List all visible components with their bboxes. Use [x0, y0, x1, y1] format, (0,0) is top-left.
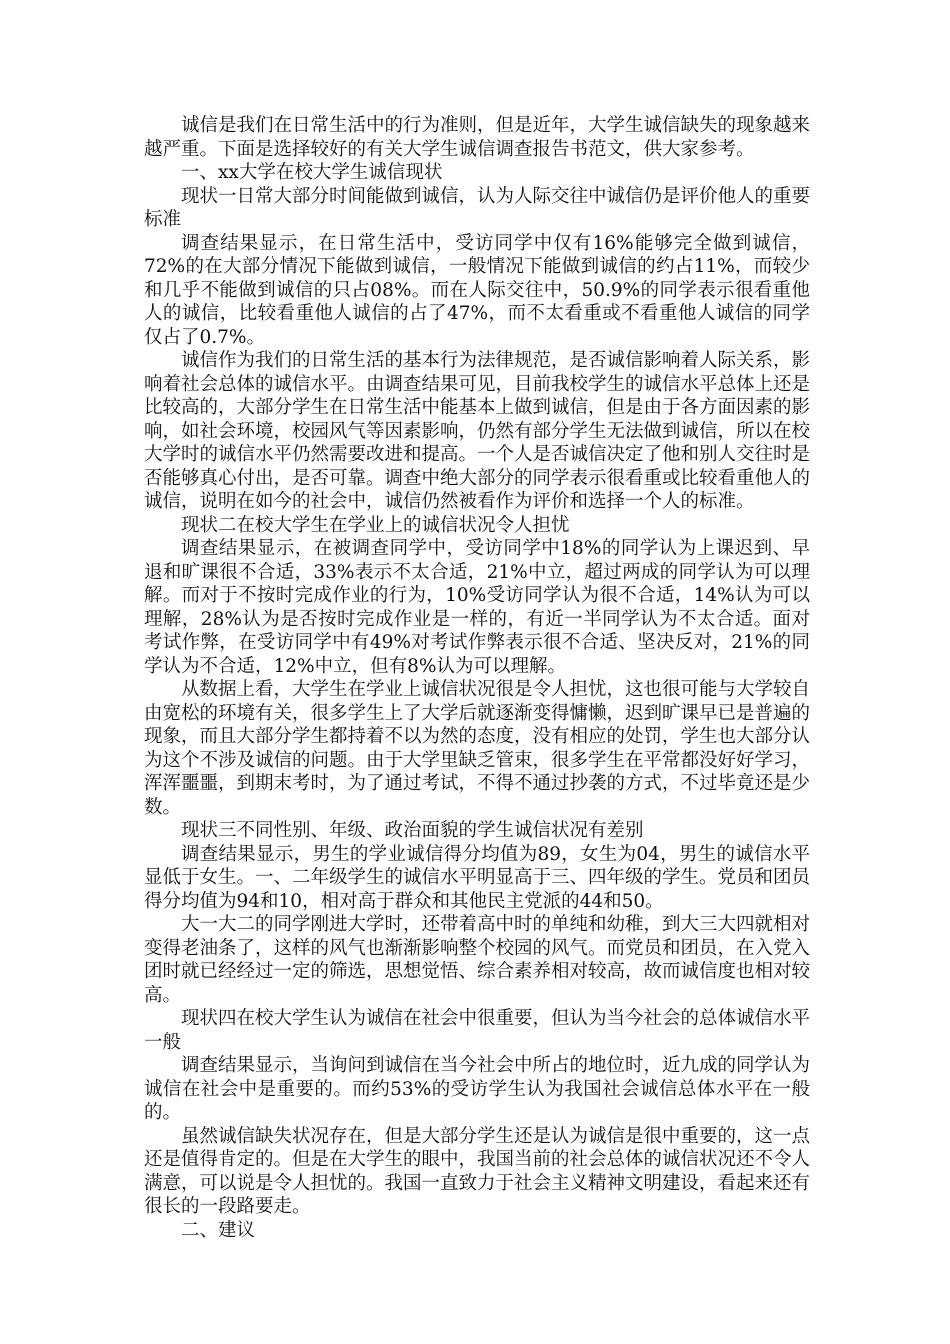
status-heading-3: 现状三不同性别、年级、政治面貌的学生诚信状况有差别 [181, 820, 644, 841]
section-heading-2: 二、建议 [181, 1219, 256, 1241]
body-paragraph: 诚信作为我们的日常生活的基本行为法律规范，是否诚信影响着人际关系，影响着社会总体的诚信水平。由调查结果可见，目前我校学生的诚信水平总体上还是比较高的，大部分学生在日常生活中能基本上做到诚信，但是由于各方面因素的影响，如社会环境，校园风气等因素影响，仍然有部分学生无法做到诚信，所以在校大学时的诚信水平仍然需要改进和提高。一个人是否诚信决定了他和别人交往时是否能够真心付出，是否可靠。调查中绝大部分的同学表示很看重或比较看重他人的诚信，说明在如今的社会中，诚信仍然被看作为评价和选择一个人的标准。 [144, 350, 811, 512]
body-paragraph: 调查结果显示，当询问到诚信在当今社会中所占的地位时，近九成的同学认为诚信在社会中是重要的。而约53%的受访学生认为我国社会诚信总体水平在一般的。 [144, 1055, 811, 1123]
intro-paragraph: 诚信是我们在日常生活中的行为准则，但是近年，大学生诚信缺失的现象越来越严重。下面是选择较好的有关大学生诚信调查报告书范文，供大家参考。 [144, 115, 811, 160]
body-paragraph: 大一大二的同学刚进大学时，还带着高中时的单纯和幼稚，到大三大四就相对变得老油条了，这样的风气也渐渐影响整个校园的风气。而党员和团员，在入党入团时就已经经过一定的筛选，思想觉悟、综合素养相对较高，故而诚信度也相对较高。 [144, 914, 811, 1006]
body-paragraph: 调查结果显示，男生的学业诚信得分均值为89，女生为04，男生的诚信水平显低于女生。一、二年级学生的诚信水平明显高于三、四年级的学生。党员和团员得分均值为94和10，相对高于群众和其他民主党派的44和50。 [144, 843, 811, 912]
body-paragraph: 虽然诚信缺失状况存在，但是大部分学生还是认为诚信是很中重要的，这一点还是值得肯定的。但是在大学生的眼中，我国当前的社会总体的诚信状况还不令人满意，可以说是令人担忧的。我国一直致力于社会主义精神文明建设，看起来还有很长的一段路要走。 [144, 1125, 811, 1217]
section-heading-1: 一、xx大学在校大学生诚信现状 [181, 162, 443, 183]
body-paragraph: 调查结果显示，在日常生活中，受访同学中仅有16%能够完全做到诚信，72%的在大部分情况下能做到诚信，一般情况下能做到诚信的约占11%，而较少和几乎不能做到诚信的只占08%。而在人际交往中，50.9%的同学表示很看重他人的诚信，比较看重他人诚信的占了47%，而不太看重或不看重他人诚信的同学仅占了0.7%。 [144, 232, 810, 348]
body-paragraph: 调查结果显示，在被调查同学中，受访同学中18%的同学认为上课迟到、早退和旷课很不合适，33%表示不太合适，21%中立，超过两成的同学认为可以理解。而对于不按时完成作业的行为，10%受访同学认为很不合适，14%认为可以理解，28%认为是否按时完成作业是一样的，有近一半同学认为不太合适。面对考试作弊，在受访同学中有49%对考试作弊表示很不合适、坚决反对，21%的同学认为不合适，12%中立，但有8%认为可以理解。 [144, 538, 810, 677]
status-heading-2: 现状二在校大学生在学业上的诚信状况令人担忧 [181, 514, 570, 536]
status-heading-1: 现状一日常大部分时间能做到诚信，认为人际交往中诚信仍是评价他人的重要标准 [144, 185, 811, 230]
status-heading-4: 现状四在校大学生认为诚信在社会中很重要，但认为当今社会的总体诚信水平一般 [144, 1008, 811, 1053]
document-body [144, 114, 810, 1242]
body-paragraph: 从数据上看，大学生在学业上诚信状况很是令人担忧，这也很可能与大学较自由宽松的环境有关，很多学生上了大学后就逐渐变得慵懒，迟到旷课早已是普遍的现象，而且大部分学生都持着不以为然的态度，没有相应的处罚，学生也大部分认为这个不涉及诚信的问题。由于大学里缺乏管束，很多学生在平常都没好好学习，浑浑噩噩，到期末考时，为了通过考试，不得不通过抄袭的方式，不过毕竟还是少数。 [144, 679, 811, 818]
